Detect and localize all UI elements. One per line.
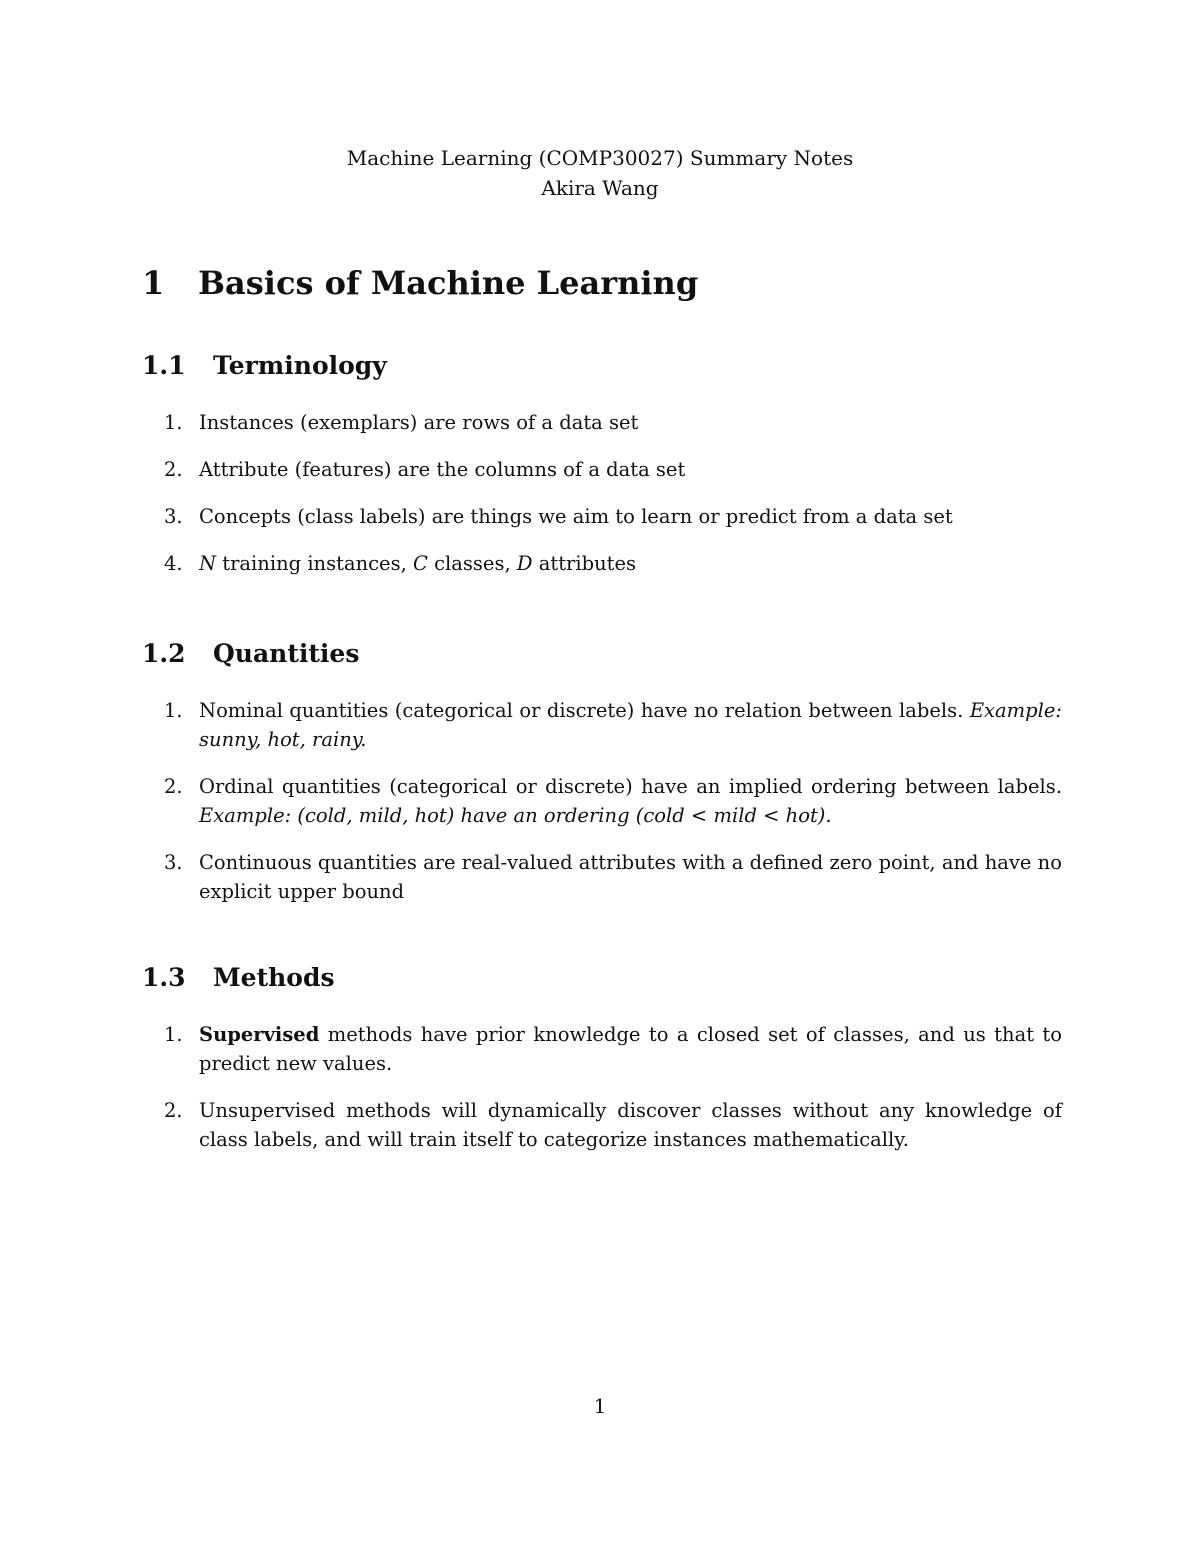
subsection-number: 1.1 — [142, 351, 186, 380]
list-item — [164, 549, 1062, 578]
list-marker: 1. — [164, 1023, 183, 1046]
section-number: 1 — [142, 264, 165, 302]
subsection-number: 1.2 — [142, 639, 186, 668]
list-item — [164, 408, 1062, 437]
math-variable: C — [413, 552, 428, 575]
section-heading — [142, 263, 698, 303]
list-item-text: classes, — [427, 552, 517, 575]
list-item-text: Continuous quantities are real-valued attributes with a defined zero point, and have no explicit upper bound — [199, 851, 1062, 903]
list-marker: 4. — [164, 552, 183, 575]
subsection-number: 1.3 — [142, 963, 186, 992]
list-item-text: Unsupervised methods will dynamically discover classes without any knowledge of class labels, and will train itself to categorize instances mathematically. — [199, 1099, 1062, 1151]
list-marker: 1. — [164, 699, 183, 722]
list-item-text: Ordinal quantities (categorical or discrete) have an implied ordering between labels. — [199, 775, 1062, 798]
subsection-heading-terminology — [142, 350, 387, 382]
list-item — [164, 1020, 1062, 1078]
list-marker: 2. — [164, 1099, 183, 1122]
list-item — [164, 696, 1062, 754]
list-item-text: Nominal quantities (categorical or discrete) have no relation between labels. — [199, 699, 970, 722]
title-block — [0, 143, 1200, 203]
subsection-title: Terminology — [213, 351, 387, 380]
page-number: 1 — [593, 1394, 607, 1418]
bold-term: Supervised — [199, 1023, 320, 1046]
subsection-heading-quantities — [142, 638, 359, 670]
example-text: Example: sunny, hot, rainy. — [199, 699, 1062, 751]
math-variable: N — [199, 552, 217, 575]
list-item — [164, 772, 1062, 830]
section-title: Basics of Machine Learning — [198, 264, 699, 302]
list-marker: 2. — [164, 458, 183, 481]
list-item — [164, 502, 1062, 531]
example-text: Example: (cold, mild, hot) have an ordering (cold < mild < hot). — [199, 804, 832, 827]
list-item-text: Concepts (class labels) are things we aim to learn or predict from a data set — [199, 505, 953, 528]
list-item-text: training instances, — [216, 552, 414, 575]
subsection-heading-methods — [142, 962, 335, 994]
document-author: Akira Wang — [541, 176, 659, 200]
math-variable: D — [516, 552, 533, 575]
list-item — [164, 1096, 1062, 1154]
subsection-title: Quantities — [213, 639, 360, 668]
quantities-list — [164, 696, 1062, 924]
list-item-text: Instances (exemplars) are rows of a data set — [199, 411, 639, 434]
list-marker: 3. — [164, 851, 183, 874]
terminology-list — [164, 408, 1062, 596]
subsection-title: Methods — [213, 963, 335, 992]
list-item — [164, 455, 1062, 484]
list-item — [164, 848, 1062, 906]
list-marker: 1. — [164, 411, 183, 434]
list-marker: 3. — [164, 505, 183, 528]
list-item-text: attributes — [532, 552, 637, 575]
methods-list — [164, 1020, 1062, 1172]
document-title: Machine Learning (COMP30027) Summary Notes — [346, 146, 854, 170]
list-item-text: methods have prior knowledge to a closed set of classes, and us that to predict new values. — [199, 1023, 1062, 1075]
list-item-text: Attribute (features) are the columns of a data set — [199, 458, 686, 481]
list-marker: 2. — [164, 775, 183, 798]
